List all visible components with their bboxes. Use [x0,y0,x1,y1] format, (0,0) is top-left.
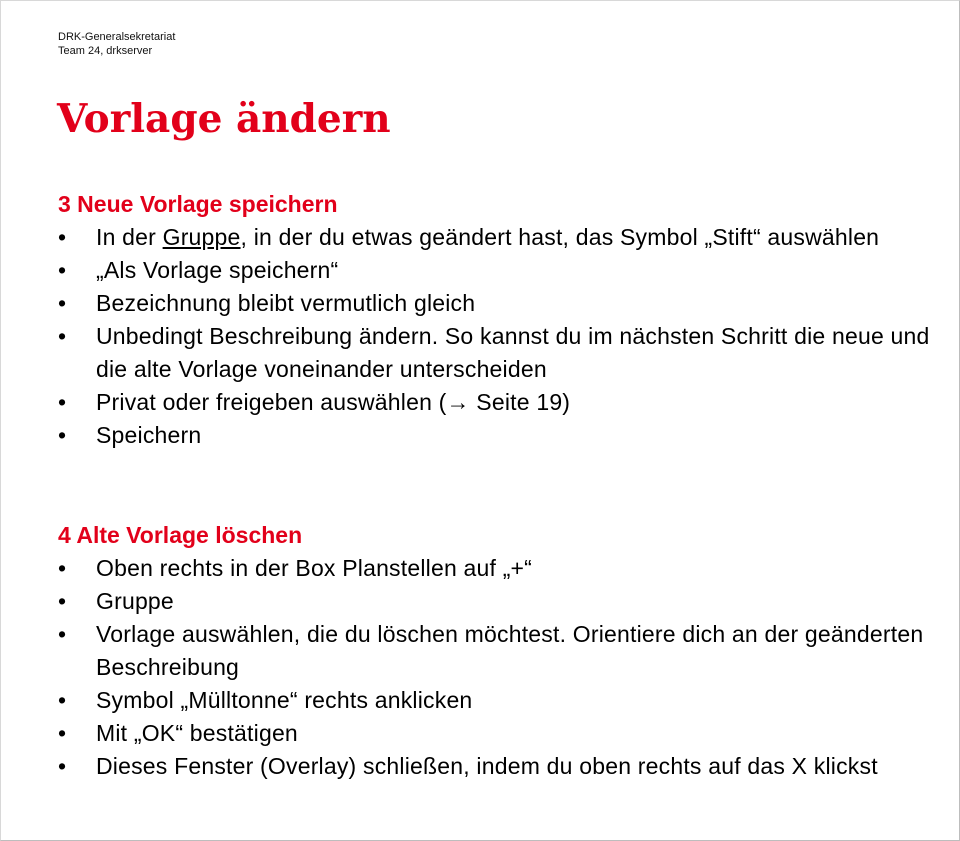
section-delete-template [58,519,938,783]
section-new-template [58,188,938,452]
list-item [58,585,938,618]
bullet-list [58,221,938,452]
header-line-2: Team 24, drkserver [58,45,153,57]
bullet-icon: • [58,588,67,614]
item-text: Dieses Fenster (Overlay) schließen, indem du oben rechts auf das X klickst [96,753,878,779]
list-item [58,386,938,419]
item-text-prefix: In der [96,224,163,250]
section-heading: 3 Neue Vorlage speichern [58,191,338,217]
list-item [58,618,938,684]
item-text: Vorlage auswählen, die du löschen möchtest. Orientiere dich an der geänderten Beschreibung [96,621,924,680]
item-text: Speichern [96,422,202,448]
bullet-list [58,552,938,783]
item-text-suffix: , in der du etwas geändert hast, das Symbol „Stift“ auswählen [240,224,880,250]
bullet-icon: • [58,422,67,448]
bullet-icon: • [58,323,67,349]
bullet-icon: • [58,555,67,581]
group-link[interactable]: Gruppe [162,224,241,250]
header-line-1: DRK-Generalsekretariat [58,31,176,43]
list-item [58,552,938,585]
item-text: Privat oder freigeben auswählen (→ Seite 19) [96,389,571,415]
item-text: Mit „OK“ bestätigen [96,720,298,746]
item-text: Unbedingt Beschreibung ändern. So kannst du im nächsten Schritt die neue und die alte Vorlage voneinander unterscheiden [96,323,930,382]
list-item [58,287,938,320]
bullet-icon: • [58,257,67,283]
item-text: „Als Vorlage speichern“ [96,257,339,283]
bullet-icon: • [58,687,67,713]
list-item [58,684,938,717]
list-item [58,419,938,452]
page-title: Vorlage ändern [57,96,391,142]
item-text: Oben rechts in der Box Planstellen auf „+“ [96,555,533,581]
item-text: Gruppe [96,588,174,614]
header-organization [58,30,175,58]
item-text: Symbol „Mülltonne“ rechts anklicken [96,687,473,713]
bullet-icon: • [58,389,67,415]
list-item [58,717,938,750]
item-text: Bezeichnung bleibt vermutlich gleich [96,290,476,316]
list-item [58,254,938,287]
bullet-icon: • [58,720,67,746]
bullet-icon: • [58,224,67,250]
list-item [58,320,938,386]
bullet-icon: • [58,621,67,647]
section-heading: 4 Alte Vorlage löschen [58,522,303,548]
bullet-icon: • [58,290,67,316]
list-item [58,221,938,254]
bullet-icon: • [58,753,67,779]
list-item [58,750,938,783]
